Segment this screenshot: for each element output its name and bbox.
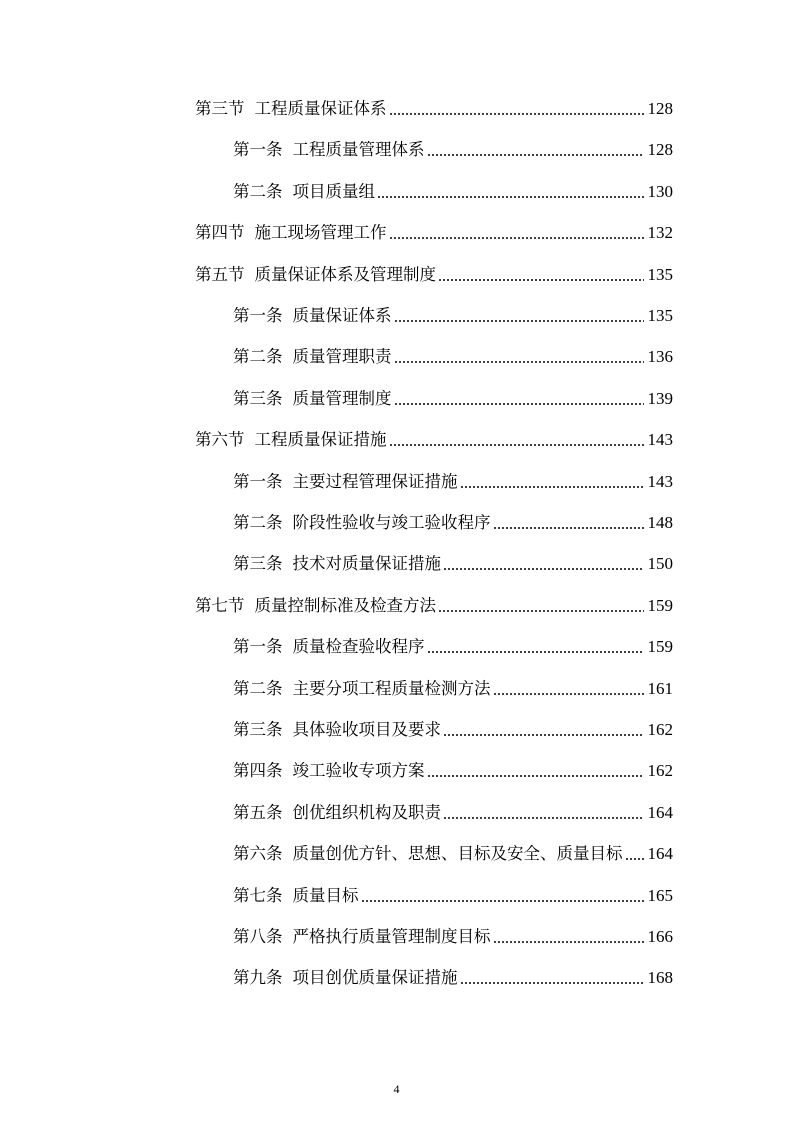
toc-entry-title: 质量控制标准及检查方法 — [254, 595, 436, 615]
toc-entry-page: 159 — [647, 595, 673, 615]
toc-entry-label: 第三条 — [233, 554, 283, 574]
dot-leader — [389, 444, 644, 446]
dot-leader — [427, 651, 644, 653]
dot-leader — [377, 196, 644, 198]
toc-entry-page: 128 — [647, 140, 673, 160]
toc-item-entry[interactable] — [233, 469, 673, 495]
toc-entry-title: 技术对质量保证措施 — [292, 554, 441, 574]
toc-item-entry[interactable] — [233, 137, 673, 163]
dot-leader — [427, 154, 644, 156]
toc-entry-label: 第一条 — [233, 140, 283, 160]
toc-section-entry[interactable] — [195, 96, 673, 122]
toc-item-entry[interactable] — [233, 344, 673, 370]
toc-entry-label: 第一条 — [233, 637, 283, 657]
toc-entry-page: 136 — [647, 347, 673, 367]
toc-entry-page: 165 — [647, 885, 673, 905]
toc-entry-page: 150 — [647, 554, 673, 574]
dot-leader — [443, 568, 644, 570]
dot-leader — [389, 237, 644, 239]
toc-entry-page: 162 — [647, 720, 673, 739]
toc-item-entry[interactable] — [233, 800, 673, 826]
toc-entry-label: 第三节 — [195, 99, 245, 118]
toc-entry-page: 135 — [647, 264, 673, 284]
toc-item-entry[interactable] — [233, 634, 673, 660]
toc-entry-title: 质量检查验收程序 — [292, 637, 425, 657]
toc-entry-title: 工程质量保证措施 — [254, 430, 387, 450]
page-number: 4 — [393, 1082, 400, 1096]
toc-item-entry[interactable] — [233, 924, 673, 950]
toc-entry-page: 143 — [647, 430, 673, 450]
toc-entry-title: 施工现场管理工作 — [254, 223, 387, 243]
toc-item-entry[interactable] — [233, 551, 673, 577]
dot-leader — [394, 403, 644, 405]
toc-entry-page: 139 — [647, 388, 673, 408]
toc-entry-title: 阶段性验收与竣工验收程序 — [292, 513, 491, 532]
toc-entry-label: 第一条 — [233, 306, 283, 325]
dot-leader — [443, 734, 644, 736]
toc-item-entry[interactable] — [233, 510, 673, 536]
toc-entry-page: 166 — [647, 927, 673, 946]
toc-entry-title: 质量目标 — [292, 885, 359, 905]
toc-section-entry[interactable] — [195, 262, 673, 288]
toc-entry-label: 第六节 — [195, 430, 245, 450]
toc-entry-title: 质量创优方针、思想、目标及安全、质量目标 — [292, 844, 623, 864]
dot-leader — [438, 610, 644, 612]
toc-entry-title: 项目创优质量保证措施 — [292, 968, 458, 988]
dot-leader — [361, 900, 644, 902]
toc-entry-label: 第四条 — [233, 761, 283, 781]
toc-entry-label: 第七节 — [195, 595, 245, 615]
toc-entry-page: 143 — [647, 471, 673, 491]
dot-leader — [493, 941, 644, 943]
toc-entry-page: 148 — [647, 513, 673, 532]
toc-entry-label: 第五条 — [233, 802, 283, 822]
dot-leader — [394, 320, 644, 322]
toc-entry-page: 128 — [647, 99, 673, 118]
toc-entry-title: 质量保证体系及管理制度 — [254, 264, 436, 284]
toc-item-entry[interactable] — [233, 758, 673, 784]
toc-entry-page: 135 — [647, 306, 673, 325]
toc-entry-label: 第一条 — [233, 471, 283, 491]
toc-entry-page: 168 — [647, 968, 673, 988]
dot-leader — [625, 858, 644, 860]
toc-entry-label: 第三条 — [233, 388, 283, 408]
dot-leader — [438, 279, 644, 281]
toc-entry-label: 第八条 — [233, 927, 283, 946]
toc-entry-label: 第二条 — [233, 181, 283, 201]
toc-entry-title: 主要过程管理保证措施 — [292, 471, 458, 491]
toc-entry-page: 162 — [647, 761, 673, 781]
toc-entry-page: 159 — [647, 637, 673, 657]
toc-entry-page: 164 — [647, 802, 673, 822]
toc-section-entry[interactable] — [195, 220, 673, 246]
dot-leader — [389, 113, 644, 115]
dot-leader — [493, 693, 644, 695]
toc-item-entry[interactable] — [233, 303, 673, 329]
toc-item-entry[interactable] — [233, 179, 673, 205]
toc-section-entry[interactable] — [195, 427, 673, 453]
toc-entry-page: 164 — [647, 844, 673, 864]
toc-entry-label: 第二条 — [233, 513, 283, 532]
toc-section-entry[interactable] — [195, 593, 673, 619]
toc-entry-title: 项目质量组 — [292, 181, 375, 201]
toc-entry-label: 第三条 — [233, 720, 283, 739]
dot-leader — [493, 527, 644, 529]
toc-entry-label: 第二条 — [233, 347, 283, 367]
dot-leader — [460, 486, 644, 488]
toc-item-entry[interactable] — [233, 883, 673, 909]
toc-item-entry[interactable] — [233, 965, 673, 991]
toc-entry-label: 第四节 — [195, 223, 245, 243]
toc-entry-title: 质量管理职责 — [292, 347, 392, 367]
toc-entry-title: 严格执行质量管理制度目标 — [292, 927, 491, 946]
toc-entry-label: 第二条 — [233, 678, 283, 698]
dot-leader — [460, 982, 644, 984]
toc-entry-title: 工程质量保证体系 — [254, 99, 387, 118]
toc-entry-title: 具体验收项目及要求 — [292, 720, 441, 739]
toc-entry-title: 质量保证体系 — [292, 306, 392, 325]
toc-entry-label: 第六条 — [233, 844, 283, 864]
toc-item-entry[interactable] — [233, 841, 673, 867]
toc-entry-title: 质量管理制度 — [292, 388, 392, 408]
toc-entry-title: 主要分项工程质量检测方法 — [292, 678, 491, 698]
dot-leader — [443, 817, 644, 819]
toc-item-entry[interactable] — [233, 717, 673, 743]
toc-entry-label: 第九条 — [233, 968, 283, 988]
toc-item-entry[interactable] — [233, 386, 673, 412]
toc-entry-label: 第五节 — [195, 264, 245, 284]
dot-leader — [394, 361, 644, 363]
toc-entry-title: 创优组织机构及职责 — [292, 802, 441, 822]
toc-entry-title: 竣工验收专项方案 — [292, 761, 425, 781]
toc-entry-page: 161 — [647, 678, 673, 698]
dot-leader — [427, 775, 644, 777]
toc-entry-title: 工程质量管理体系 — [292, 140, 425, 160]
toc-entry-page: 132 — [647, 223, 673, 243]
toc-entry-label: 第七条 — [233, 885, 283, 905]
toc-item-entry[interactable] — [233, 676, 673, 702]
toc-entry-page: 130 — [647, 181, 673, 201]
